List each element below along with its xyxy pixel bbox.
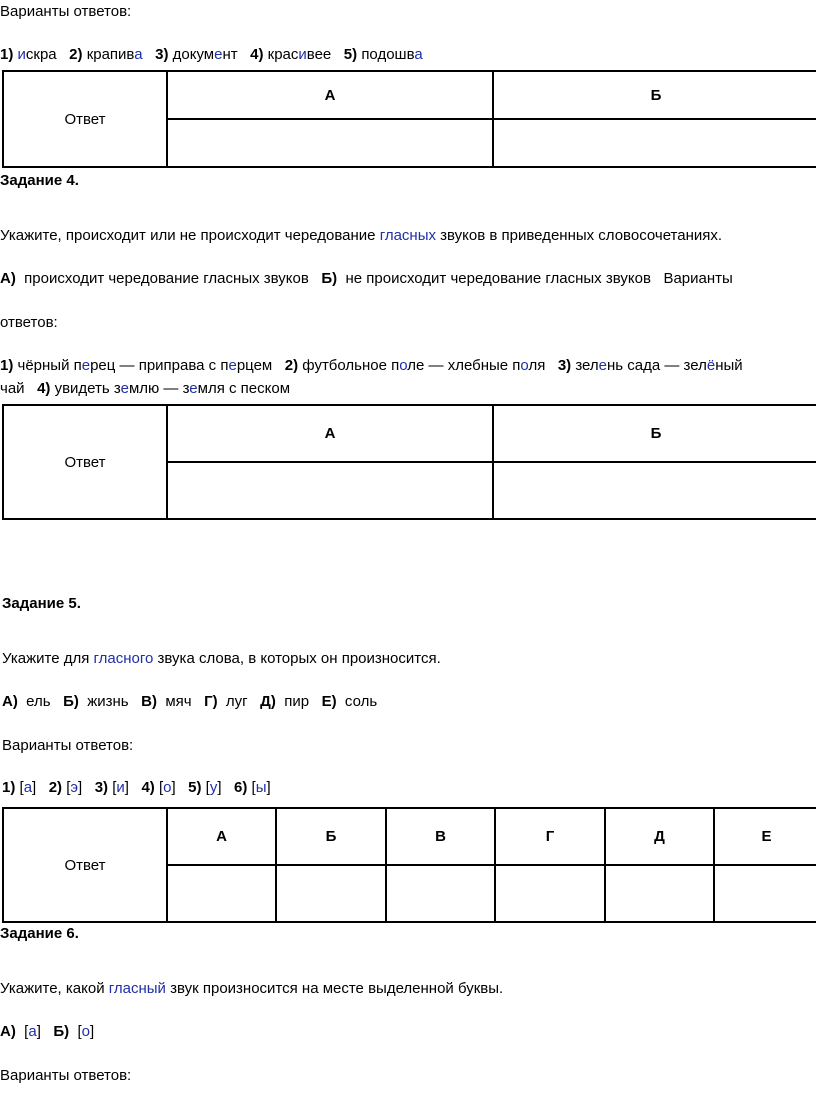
task-4-options-line-2: чай 4) увидеть землю — земля с песком bbox=[0, 380, 291, 397]
task-4-instruction: Укажите, происходит или не происходит чередование гласных звуков в приведенных словосочетаниях. bbox=[0, 227, 723, 244]
answer-cell-g[interactable] bbox=[495, 865, 605, 922]
task-6-variants-heading: Варианты ответов: bbox=[0, 1067, 132, 1084]
column-header-a: А bbox=[167, 808, 276, 865]
task-4-choices: А) происходит чередование гласных звуков Б) не происходит чередование гласных звуков Варианты bbox=[0, 270, 733, 287]
column-header-e: Е bbox=[714, 808, 816, 865]
answer-cell-e[interactable] bbox=[714, 865, 816, 922]
answer-cell-b[interactable] bbox=[493, 119, 816, 167]
column-header-b: Б bbox=[493, 405, 816, 462]
answer-label: Ответ bbox=[3, 71, 167, 167]
answer-cell-d[interactable] bbox=[605, 865, 714, 922]
option-4: 4) красивее bbox=[250, 46, 332, 63]
column-header-b: Б bbox=[276, 808, 386, 865]
task-4-variants-word: ответов: bbox=[0, 314, 58, 331]
task-6-instruction: Укажите, какой гласный звук произносится на месте выделенной буквы. bbox=[0, 980, 504, 997]
answer-cell-v[interactable] bbox=[386, 865, 495, 922]
column-header-b: Б bbox=[493, 71, 816, 119]
column-header-g: Г bbox=[495, 808, 605, 865]
variants-heading-3: Варианты ответов: bbox=[0, 3, 132, 20]
option-2: 2) крапива bbox=[69, 46, 143, 63]
task-4-options-line-1: 1) чёрный перец — приправа с перцем 2) футбольное поле — хлебные поля 3) зелень сада — зелёный bbox=[0, 357, 743, 374]
column-header-v: В bbox=[386, 808, 495, 865]
answer-cell-b[interactable] bbox=[276, 865, 386, 922]
answer-cell-b[interactable] bbox=[493, 462, 816, 519]
answer-label: Ответ bbox=[3, 405, 167, 519]
task-5-sounds: 1) [а] 2) [э] 3) [и] 4) [о] 5) [у] 6) [ы] bbox=[2, 779, 271, 796]
column-header-d: Д bbox=[605, 808, 714, 865]
task-5-words: А) ель Б) жизнь В) мяч Г) луг Д) пир Е) соль bbox=[2, 693, 378, 710]
answer-cell-a[interactable] bbox=[167, 462, 493, 519]
answer-cell-a[interactable] bbox=[167, 119, 493, 167]
option-1: 1) искра bbox=[0, 46, 57, 63]
task-6-title: Задание 6. bbox=[0, 925, 79, 942]
answer-cell-a[interactable] bbox=[167, 865, 276, 922]
task-6-choices: А) [а] Б) [о] bbox=[0, 1023, 95, 1040]
task-5-title: Задание 5. bbox=[2, 595, 81, 612]
answer-table-3 bbox=[2, 70, 816, 168]
task-5-variants-heading: Варианты ответов: bbox=[2, 737, 134, 754]
option-5: 5) подошва bbox=[343, 46, 423, 63]
options-line-3 bbox=[0, 45, 423, 65]
column-header-a: А bbox=[167, 405, 493, 462]
task-5-instruction: Укажите для гласного звука слова, в которых он произносится. bbox=[2, 650, 441, 667]
option-3: 3) документ bbox=[155, 46, 238, 63]
task-4-title: Задание 4. bbox=[0, 172, 79, 189]
answer-label: Ответ bbox=[3, 808, 167, 922]
column-header-a: А bbox=[167, 71, 493, 119]
answer-table-5 bbox=[2, 807, 816, 923]
answer-table-4 bbox=[2, 404, 816, 520]
